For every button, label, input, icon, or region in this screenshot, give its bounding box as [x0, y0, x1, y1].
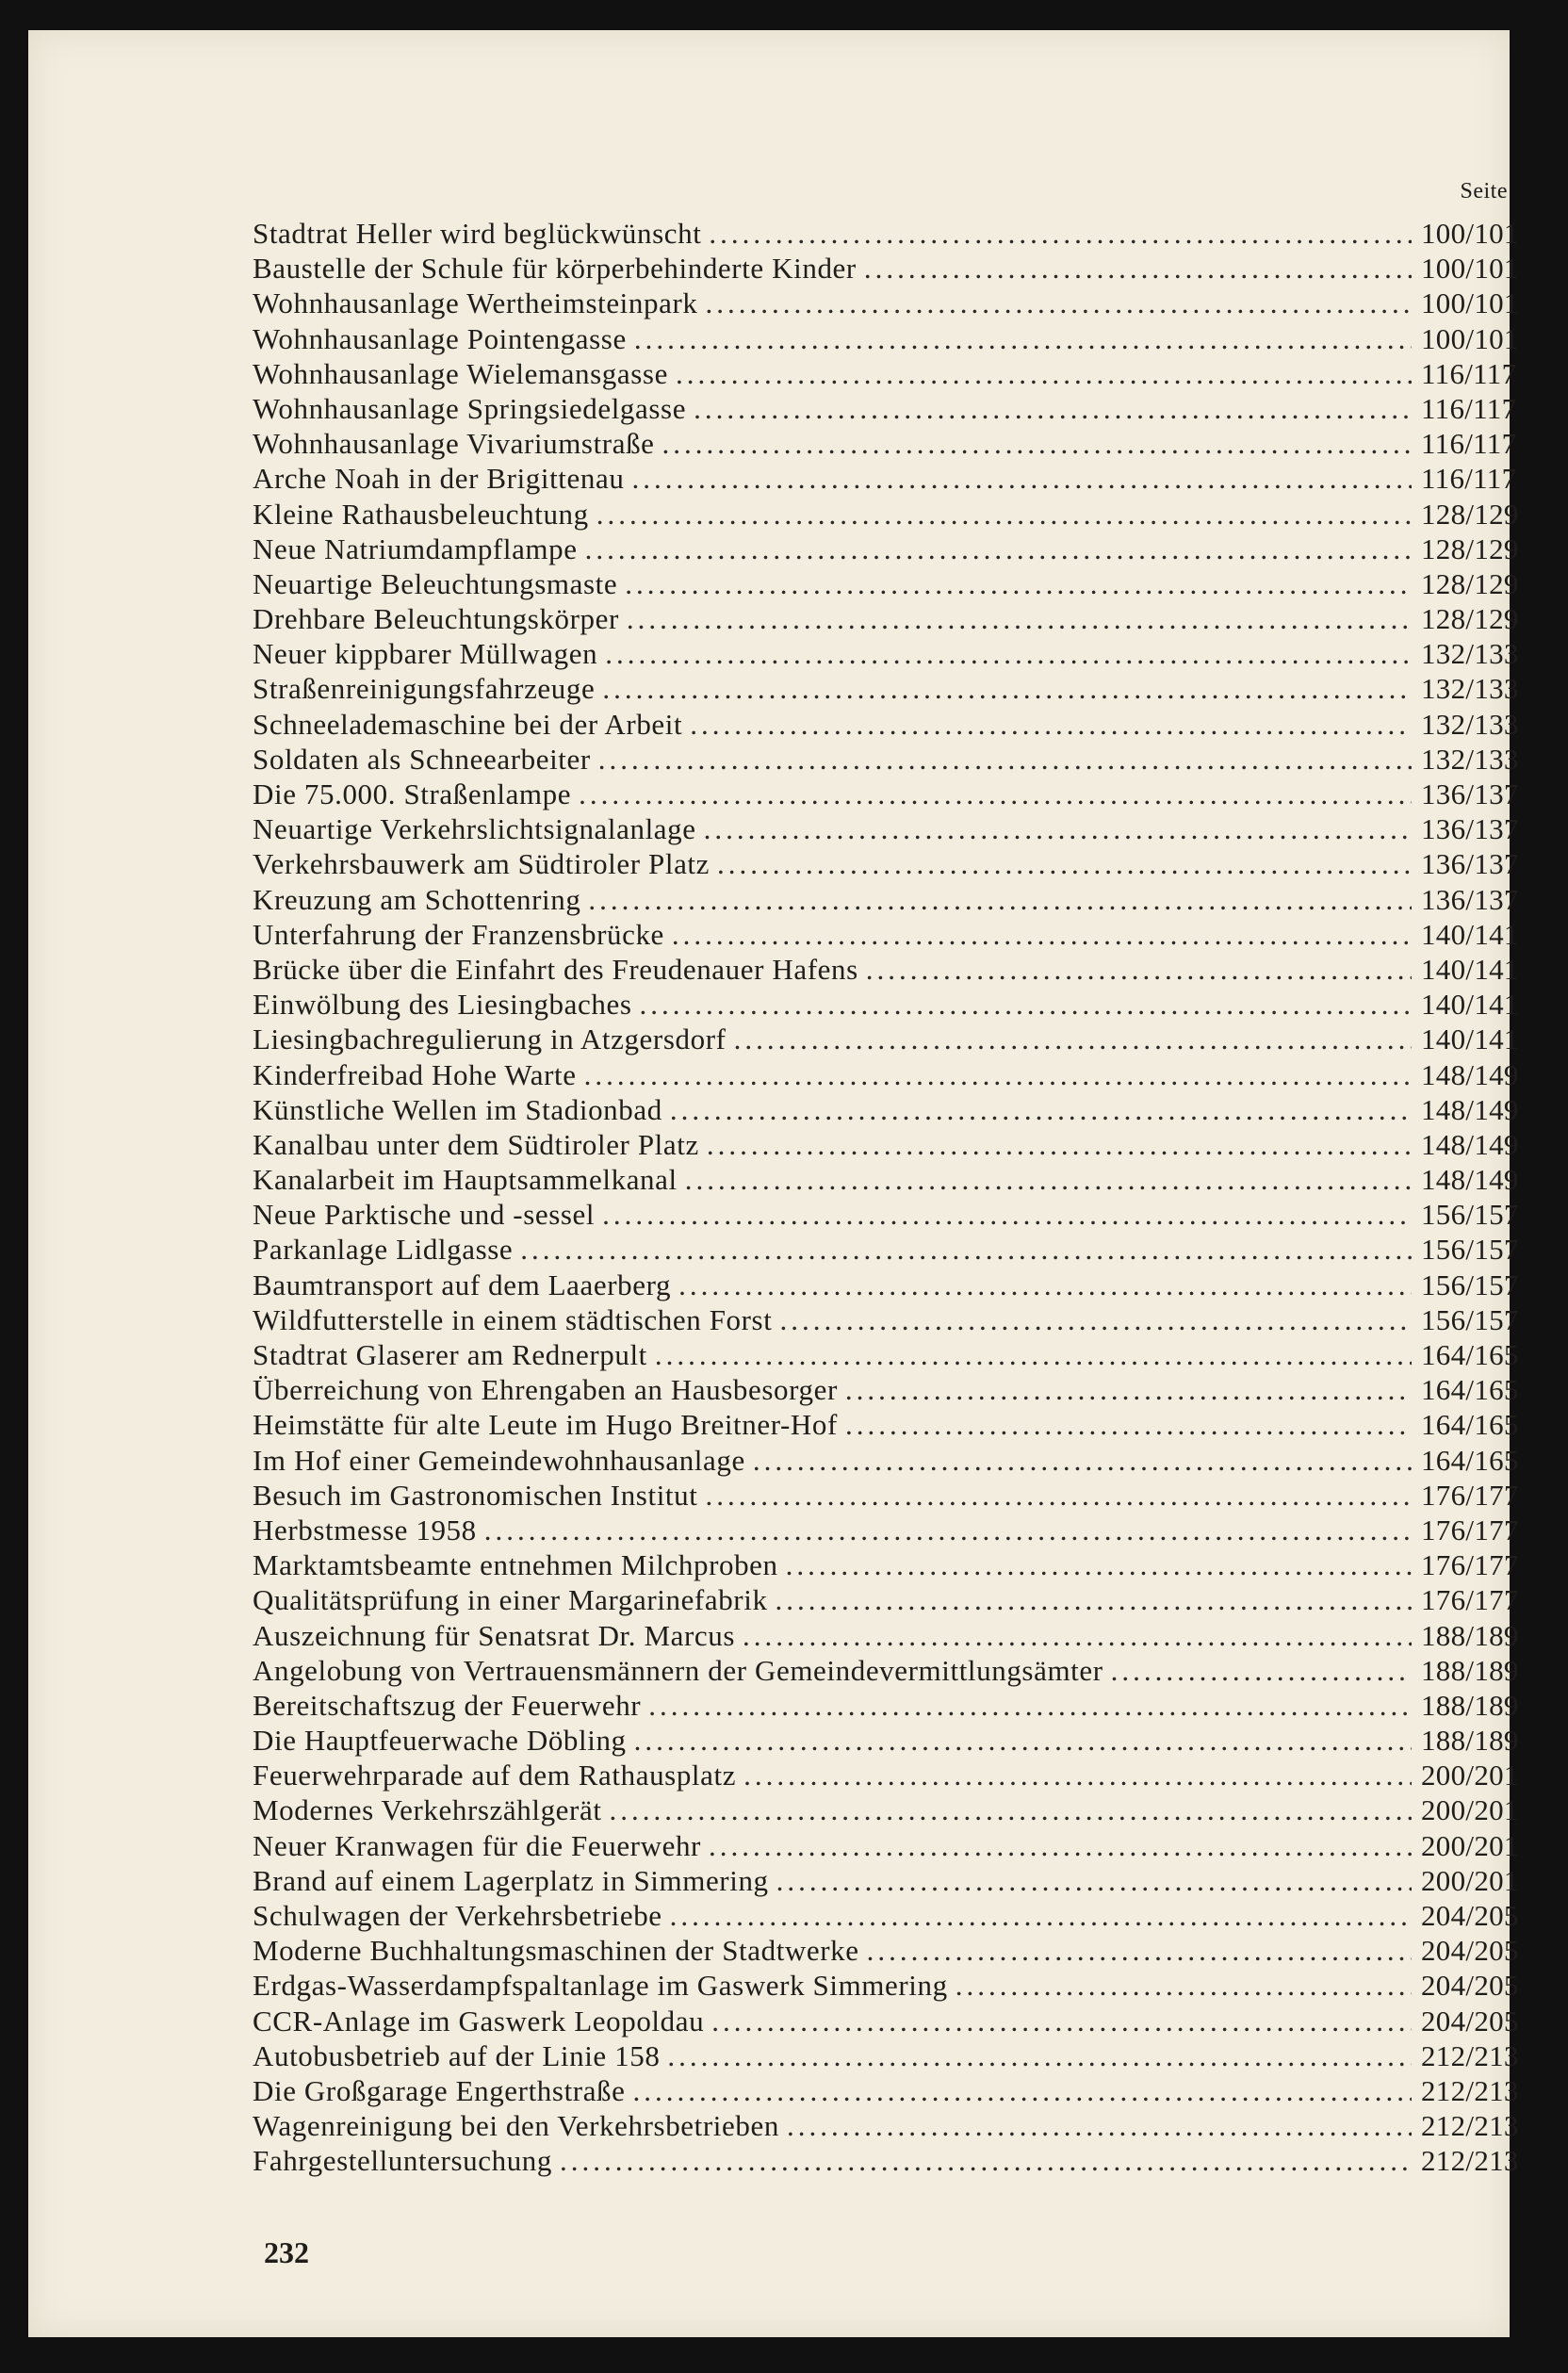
toc-entry-pages: 148/149: [1421, 1092, 1519, 1126]
toc-entry-pages: 188/189: [1421, 1724, 1519, 1758]
toc-entry-title: Neue Parktische und -sessel: [253, 1198, 596, 1232]
toc-entry-pages: 136/137: [1421, 847, 1519, 881]
toc-list: [253, 216, 1553, 2179]
dot-leader: [709, 216, 1412, 251]
page-number: 232: [264, 2235, 309, 2269]
toc-entry-pages: 156/157: [1421, 1268, 1519, 1301]
toc-entry-pages: 116/117: [1421, 462, 1517, 496]
toc-entry-pages: 100/101: [1421, 321, 1519, 355]
toc-entry-pages: 188/189: [1421, 1618, 1519, 1652]
toc-entry-title: Drehbare Beleuchtungskörper: [253, 602, 619, 636]
toc-entry-title: Kleine Rathausbeleuchtung: [253, 497, 589, 531]
dot-leader: [845, 1372, 1412, 1407]
dot-leader: [717, 846, 1412, 881]
toc-entry-title: CCR-Anlage im Gaswerk Leopoldau: [253, 2004, 705, 2038]
toc-entry-title: Erdgas-Wasserdampfspaltanlage im Gaswerk Simmering: [253, 1969, 948, 2003]
toc-entry: [253, 1127, 1553, 1162]
toc-entry-pages: 128/129: [1421, 532, 1519, 565]
toc-entry-title: Baustelle der Schule für körperbehinderte Kinder: [253, 252, 857, 286]
toc-entry-title: Arche Noah in der Brigittenau: [253, 462, 625, 496]
dot-leader: [704, 811, 1412, 846]
toc-entry-pages: 132/133: [1421, 742, 1519, 776]
toc-entry-title: Neuartige Beleuchtungsmaste: [253, 566, 618, 600]
toc-entry: [253, 811, 1553, 846]
toc-entry-pages: 176/177: [1421, 1478, 1519, 1512]
toc-entry-pages: 136/137: [1421, 882, 1519, 916]
toc-entry-title: Angelobung von Vertrauensmännern der Gemeindevermittlungsämter: [253, 1653, 1103, 1687]
dot-leader: [866, 952, 1412, 987]
toc-entry-pages: 200/201: [1421, 1793, 1519, 1827]
toc-entry: [253, 1337, 1553, 1372]
dot-leader: [705, 1478, 1412, 1513]
dot-leader: [670, 1898, 1412, 1933]
dot-leader: [520, 1232, 1412, 1267]
toc-entry-title: Kreuzung am Schottenring: [253, 882, 581, 916]
toc-entry-title: Liesingbachregulierung in Atzgersdorf: [253, 1023, 727, 1056]
dot-leader: [864, 251, 1412, 286]
toc-entry-pages: 212/213: [1421, 2144, 1519, 2178]
toc-entry: [253, 2143, 1553, 2178]
toc-entry-pages: 164/165: [1421, 1443, 1519, 1477]
dot-leader: [685, 1162, 1412, 1197]
toc-entry-pages: 132/133: [1421, 672, 1519, 706]
toc-entry: [253, 987, 1553, 1022]
dot-leader: [709, 1828, 1412, 1863]
dot-leader: [690, 707, 1412, 742]
toc-entry-pages: 140/141: [1421, 988, 1519, 1022]
toc-entry-title: Moderne Buchhaltungsmaschinen der Stadtwerke: [253, 1934, 859, 1968]
dot-leader: [1111, 1653, 1412, 1688]
toc-entry-pages: 164/165: [1421, 1373, 1519, 1407]
toc-entry-title: Wildfutterstelle in einem städtischen Forst: [253, 1302, 773, 1336]
dot-leader: [633, 2073, 1412, 2108]
toc-entry-title: Kinderfreibad Hohe Warte: [253, 1057, 577, 1091]
dot-leader: [956, 1968, 1412, 2003]
toc-entry-pages: 200/201: [1421, 1863, 1519, 1897]
toc-entry: [253, 1268, 1553, 1302]
toc-entry: [253, 742, 1553, 777]
toc-entry-title: Kanalbau unter dem Südtiroler Platz: [253, 1127, 699, 1161]
toc-entry-title: Wohnhausanlage Pointengasse: [253, 321, 627, 355]
toc-entry: [253, 1407, 1553, 1442]
toc-entry-title: Schneelademaschine bei der Arbeit: [253, 707, 683, 741]
toc-entry: [253, 707, 1553, 742]
toc-entry-title: Bereitschaftszug der Feuerwehr: [253, 1688, 642, 1722]
toc-entry-title: Verkehrsbauwerk am Südtiroler Platz: [253, 847, 710, 881]
toc-entry-title: Künstliche Wellen im Stadionbad: [253, 1092, 662, 1126]
toc-entry: [253, 391, 1553, 426]
dot-leader: [667, 2038, 1412, 2073]
toc-entry: [253, 1197, 1553, 1232]
dot-leader: [602, 1197, 1412, 1232]
toc-entry-pages: 188/189: [1421, 1688, 1519, 1722]
toc-entry-pages: 148/149: [1421, 1127, 1519, 1161]
dot-leader: [845, 1407, 1412, 1442]
toc-entry-pages: 212/213: [1421, 2073, 1519, 2107]
toc-entry-title: Straßenreinigungsfahrzeuge: [253, 672, 596, 706]
toc-entry: [253, 1688, 1553, 1723]
toc-entry-title: Überreichung von Ehrengaben an Hausbesorger: [253, 1373, 838, 1407]
dot-leader: [867, 1933, 1412, 1968]
toc-entry: [253, 426, 1553, 461]
toc-entry: [253, 846, 1553, 881]
toc-entry-pages: 156/157: [1421, 1233, 1519, 1267]
toc-entry-title: Die Hauptfeuerwache Döbling: [253, 1724, 627, 1758]
toc-entry-pages: 132/133: [1421, 707, 1519, 741]
toc-entry: [253, 532, 1553, 566]
table-of-contents: [253, 167, 1553, 2179]
toc-entry-title: Wohnhausanlage Wielemansgasse: [253, 356, 668, 390]
toc-entry-title: Soldaten als Schneearbeiter: [253, 742, 591, 776]
toc-entry: [253, 251, 1553, 286]
dot-leader: [734, 1022, 1412, 1056]
toc-entry-title: Die Großgarage Engerthstraße: [253, 2073, 626, 2107]
toc-entry: [253, 1618, 1553, 1653]
toc-entry: [253, 1232, 1553, 1267]
dot-leader: [743, 1618, 1412, 1653]
toc-entry-title: Wohnhausanlage Springsiedelgasse: [253, 391, 687, 425]
toc-entry-pages: 140/141: [1421, 1023, 1519, 1056]
toc-entry-pages: 128/129: [1421, 566, 1519, 600]
dot-leader: [598, 742, 1412, 777]
toc-entry: [253, 1302, 1553, 1337]
dot-leader: [711, 2004, 1412, 2038]
toc-entry-pages: 140/141: [1421, 952, 1519, 986]
toc-entry: [253, 1898, 1553, 1933]
dot-leader: [631, 461, 1412, 496]
toc-entry-pages: 140/141: [1421, 917, 1519, 951]
toc-entry: [253, 882, 1553, 917]
toc-entry-pages: 100/101: [1421, 252, 1519, 286]
toc-entry: [253, 952, 1553, 987]
dot-leader: [605, 636, 1412, 671]
dot-leader: [776, 1582, 1412, 1617]
toc-entry: [253, 1933, 1553, 1968]
toc-entry: [253, 601, 1553, 636]
toc-entry: [253, 1723, 1553, 1758]
toc-entry-title: Brand auf einem Lagerplatz in Simmering: [253, 1863, 769, 1897]
toc-entry-pages: 132/133: [1421, 637, 1519, 671]
toc-entry-title: Feuerwehrparade auf dem Rathausplatz: [253, 1759, 737, 1792]
toc-entry: [253, 1022, 1553, 1056]
dot-leader: [625, 566, 1412, 601]
toc-entry-pages: 116/117: [1421, 356, 1517, 390]
toc-entry: [253, 566, 1553, 601]
toc-entry-title: Neuer kippbarer Müllwagen: [253, 637, 598, 671]
dot-leader: [640, 987, 1413, 1022]
toc-entry-title: Neuartige Verkehrslichtsignalanlage: [253, 812, 696, 846]
toc-entry-title: Brücke über die Einfahrt des Freudenauer Hafens: [253, 952, 858, 986]
toc-entry-pages: 176/177: [1421, 1548, 1519, 1582]
toc-entry: [253, 2108, 1553, 2143]
toc-entry-title: Einwölbung des Liesingbaches: [253, 988, 632, 1022]
toc-entry: [253, 671, 1553, 706]
toc-entry-pages: 164/165: [1421, 1338, 1519, 1371]
toc-entry: [253, 1372, 1553, 1407]
toc-entry-title: Qualitätsprüfung in einer Margarinefabrik: [253, 1583, 768, 1617]
toc-entry: [253, 1828, 1553, 1863]
dot-leader: [634, 1723, 1412, 1758]
toc-entry-pages: 156/157: [1421, 1302, 1519, 1336]
toc-entry-pages: 204/205: [1421, 2004, 1519, 2038]
dot-leader: [579, 777, 1412, 811]
toc-entry-title: Wagenreinigung bei den Verkehrsbetrieben: [253, 2109, 779, 2143]
toc-entry-title: Modernes Verkehrszählgerät: [253, 1793, 602, 1827]
toc-entry-title: Parkanlage Lidlgasse: [253, 1233, 514, 1267]
toc-entry: [253, 356, 1553, 391]
dot-leader: [584, 1057, 1412, 1092]
dot-leader: [585, 532, 1412, 566]
dot-leader: [743, 1758, 1412, 1792]
toc-entry: [253, 216, 1553, 251]
dot-leader: [634, 321, 1412, 356]
dot-leader: [484, 1513, 1412, 1547]
toc-entry: [253, 286, 1553, 320]
dot-leader: [786, 1547, 1412, 1582]
dot-leader: [705, 286, 1412, 320]
toc-entry: [253, 1513, 1553, 1547]
toc-entry-title: Heimstätte für alte Leute im Hugo Breitner-Hof: [253, 1408, 838, 1442]
toc-entry-pages: 204/205: [1421, 1969, 1519, 2003]
toc-entry-pages: 148/149: [1421, 1163, 1519, 1197]
toc-entry-title: Stadtrat Heller wird beglückwünscht: [253, 217, 702, 250]
toc-entry-title: Marktamtsbeamte entnehmen Milchproben: [253, 1548, 778, 1582]
toc-entry-title: Fahrgestelluntersuchung: [253, 2144, 553, 2178]
toc-entry: [253, 1792, 1553, 1827]
toc-entry: [253, 1863, 1553, 1898]
toc-entry: [253, 2004, 1553, 2038]
dot-leader: [694, 391, 1412, 426]
toc-entry: [253, 1758, 1553, 1792]
toc-entry: [253, 636, 1553, 671]
toc-entry-pages: 128/129: [1421, 497, 1519, 531]
toc-entry-title: Unterfahrung der Franzensbrücke: [253, 917, 664, 951]
toc-entry-pages: 200/201: [1421, 1828, 1519, 1862]
toc-entry-title: Auszeichnung für Senatsrat Dr. Marcus: [253, 1618, 736, 1652]
toc-entry-title: Wohnhausanlage Vivariumstraße: [253, 427, 655, 461]
dot-leader: [610, 1792, 1412, 1827]
toc-entry-pages: 176/177: [1421, 1513, 1519, 1547]
toc-entry-pages: 204/205: [1421, 1934, 1519, 1968]
toc-entry: [253, 917, 1553, 952]
toc-entry-title: Schulwagen der Verkehrsbetriebe: [253, 1899, 662, 1932]
dot-leader: [602, 671, 1412, 706]
dot-leader: [627, 601, 1412, 636]
toc-entry-title: Besuch im Gastronomischen Institut: [253, 1478, 698, 1512]
toc-entry: [253, 321, 1553, 356]
toc-entry-pages: 212/213: [1421, 2038, 1519, 2072]
dot-leader: [787, 2108, 1412, 2143]
toc-entry-pages: 136/137: [1421, 812, 1519, 846]
toc-entry: [253, 2073, 1553, 2108]
toc-entry-title: Im Hof einer Gemeindewohnhausanlage: [253, 1443, 745, 1477]
toc-entry-pages: 176/177: [1421, 1583, 1519, 1617]
document-page: [28, 30, 1519, 2337]
toc-entry-pages: 204/205: [1421, 1899, 1519, 1932]
toc-entry-title: Stadtrat Glaserer am Rednerpult: [253, 1338, 647, 1371]
dot-leader: [672, 917, 1412, 952]
dot-leader: [596, 497, 1412, 532]
toc-entry-title: Die 75.000. Straßenlampe: [253, 777, 572, 810]
toc-entry: [253, 1162, 1553, 1197]
toc-entry-pages: 212/213: [1421, 2109, 1519, 2143]
toc-entry: [253, 1443, 1553, 1478]
toc-entry-pages: 100/101: [1421, 286, 1519, 320]
toc-entry: [253, 1653, 1553, 1688]
toc-entry-title: Baumtransport auf dem Laaerberg: [253, 1268, 672, 1301]
dot-leader: [560, 2143, 1412, 2178]
page-column-header: Seite: [1460, 179, 1508, 204]
toc-entry-title: Wohnhausanlage Wertheimsteinpark: [253, 286, 698, 320]
dot-leader: [776, 1863, 1412, 1898]
dot-leader: [670, 1092, 1412, 1127]
toc-entry: [253, 2038, 1553, 2073]
toc-entry-pages: 116/117: [1421, 391, 1517, 425]
dot-leader: [588, 882, 1412, 917]
dot-leader: [655, 1337, 1412, 1372]
toc-entry-title: Herbstmesse 1958: [253, 1513, 477, 1547]
dot-leader: [707, 1127, 1412, 1162]
dot-leader: [779, 1302, 1412, 1337]
toc-entry: [253, 1968, 1553, 2003]
toc-entry-pages: 128/129: [1421, 602, 1519, 636]
toc-entry: [253, 1092, 1553, 1127]
toc-entry-title: Neuer Kranwagen für die Feuerwehr: [253, 1828, 701, 1862]
dot-leader: [753, 1443, 1412, 1478]
toc-entry-pages: 164/165: [1421, 1408, 1519, 1442]
toc-entry: [253, 497, 1553, 532]
toc-entry-pages: 148/149: [1421, 1057, 1519, 1091]
toc-entry-title: Kanalarbeit im Hauptsammelkanal: [253, 1163, 678, 1197]
toc-entry-title: Autobusbetrieb auf der Linie 158: [253, 2038, 661, 2072]
toc-entry-pages: 136/137: [1421, 777, 1519, 810]
toc-entry-pages: 200/201: [1421, 1759, 1519, 1792]
toc-entry: [253, 1582, 1553, 1617]
dot-leader: [678, 1268, 1412, 1302]
dot-leader: [676, 356, 1412, 391]
toc-entry: [253, 1478, 1553, 1513]
toc-entry: [253, 1057, 1553, 1092]
toc-entry-pages: 156/157: [1421, 1198, 1519, 1232]
dot-leader: [662, 426, 1412, 461]
toc-entry-pages: 100/101: [1421, 217, 1519, 250]
dot-leader: [648, 1688, 1412, 1723]
toc-entry-pages: 116/117: [1421, 427, 1517, 461]
toc-entry: [253, 777, 1553, 811]
toc-entry: [253, 1547, 1553, 1582]
toc-entry-pages: 188/189: [1421, 1653, 1519, 1687]
toc-entry: [253, 461, 1553, 496]
toc-entry-title: Neue Natriumdampflampe: [253, 532, 578, 565]
